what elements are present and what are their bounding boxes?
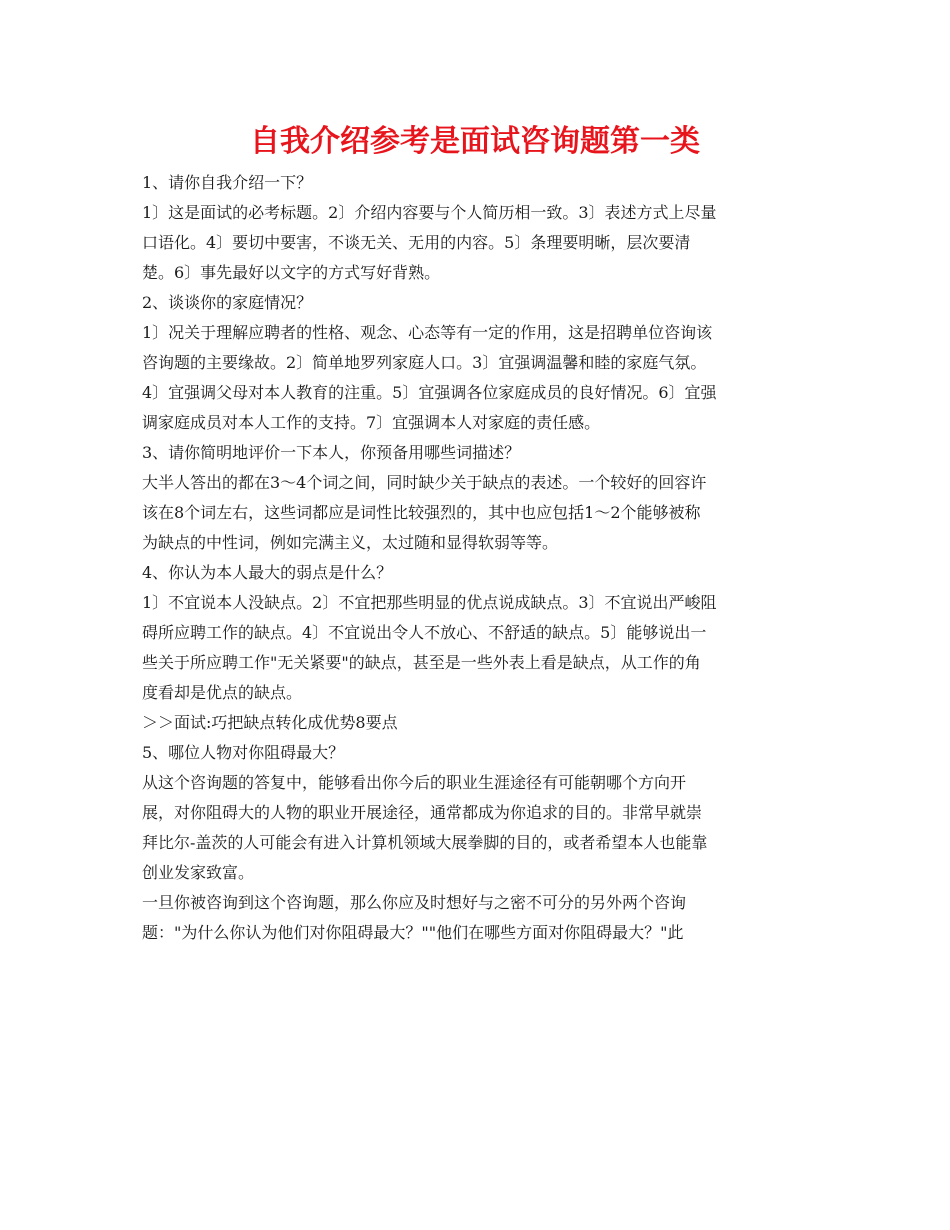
- question-heading: 3、请你简明地评价一下本人，你预备用哪些词描述？: [142, 443, 521, 462]
- page-title: 自我介绍参考是面试咨询题第一类: [250, 124, 700, 159]
- paragraph-line: 为缺点的中性词，例如完满主义，太过随和显得软弱等等。: [142, 533, 559, 552]
- paragraph-line: 调家庭成员对本人工作的支持。7〕宜强调本人对家庭的责任感。: [142, 413, 601, 432]
- related-link-text: ＞＞面试:巧把缺点转化成优势8要点: [142, 713, 398, 732]
- paragraph-line: 4〕宜强调父母对本人教育的注重。5〕宜强调各位家庭成员的良好情况。6〕宜强: [142, 383, 717, 402]
- paragraph-line: 创业发家致富。: [142, 863, 255, 882]
- document-body: [142, 168, 810, 948]
- paragraph-line: 一旦你被咨询到这个咨询题，那么你应及时想好与之密不可分的另外两个咨询: [142, 893, 687, 912]
- question-heading: 5、哪位人物对你阻碍最大？: [142, 743, 345, 762]
- question-heading: 1、请你自我介绍一下？: [142, 173, 313, 192]
- section-1: [142, 168, 810, 288]
- paragraph-line: 楚。6〕事先最好以文字的方式写好背熟。: [142, 263, 441, 282]
- paragraph-line: 1〕这是面试的必考标题。2〕介绍内容要与个人简历相一致。3〕表述方式上尽量: [142, 203, 717, 222]
- paragraph-line: 些关于所应聘工作"无关紧要"的缺点，甚至是一些外表上看是缺点，从工作的角: [142, 653, 701, 672]
- section-5: [142, 738, 810, 948]
- section-3: [142, 438, 810, 558]
- paragraph-line: 1〕不宜说本人没缺点。2〕不宜把那些明显的优点说成缺点。3〕不宜说出严峻阻: [142, 593, 717, 612]
- paragraph-line: 展，对你阻碍大的人物的职业开展途径，通常都成为你追求的目的。非常早就崇: [142, 803, 703, 822]
- paragraph-line: 度看却是优点的缺点。: [142, 683, 303, 702]
- paragraph-line: 拜比尔-盖茨的人可能会有进入计算机领域大展拳脚的目的，或者希望本人也能靠: [142, 833, 708, 852]
- section-4: [142, 558, 810, 738]
- paragraph-line: 口语化。4〕要切中要害，不谈无关、无用的内容。5〕条理要明晰，层次要清: [142, 233, 691, 252]
- section-2: [142, 288, 810, 438]
- paragraph-line: 咨询题的主要缘故。2〕简单地罗列家庭人口。3〕宜强调温馨和睦的家庭气氛。: [142, 353, 707, 372]
- question-heading: 2、谈谈你的家庭情况？: [142, 293, 313, 312]
- question-heading: 4、你认为本人最大的弱点是什么？: [142, 563, 393, 582]
- paragraph-line: 从这个咨询题的答复中，能够看出你今后的职业生涯途径有可能朝哪个方向开: [142, 773, 687, 792]
- paragraph-line: 该在8个词左右，这些词都应是词性比较强烈的，其中也应包括1～2个能够被称: [142, 503, 701, 522]
- paragraph-line: 大半人答出的都在3～4个词之间，同时缺少关于缺点的表述。一个较好的回容许: [142, 473, 707, 492]
- paragraph-line: 1〕况关于理解应聘者的性格、观念、心态等有一定的作用，这是招聘单位咨询该: [142, 323, 713, 342]
- paragraph-line: 碍所应聘工作的缺点。4〕不宜说出令人不放心、不舒适的缺点。5〕能够说出一: [142, 623, 707, 642]
- paragraph-line: 题："为什么你认为他们对你阻碍最大？""他们在哪些方面对你阻碍最大？"此: [142, 923, 684, 942]
